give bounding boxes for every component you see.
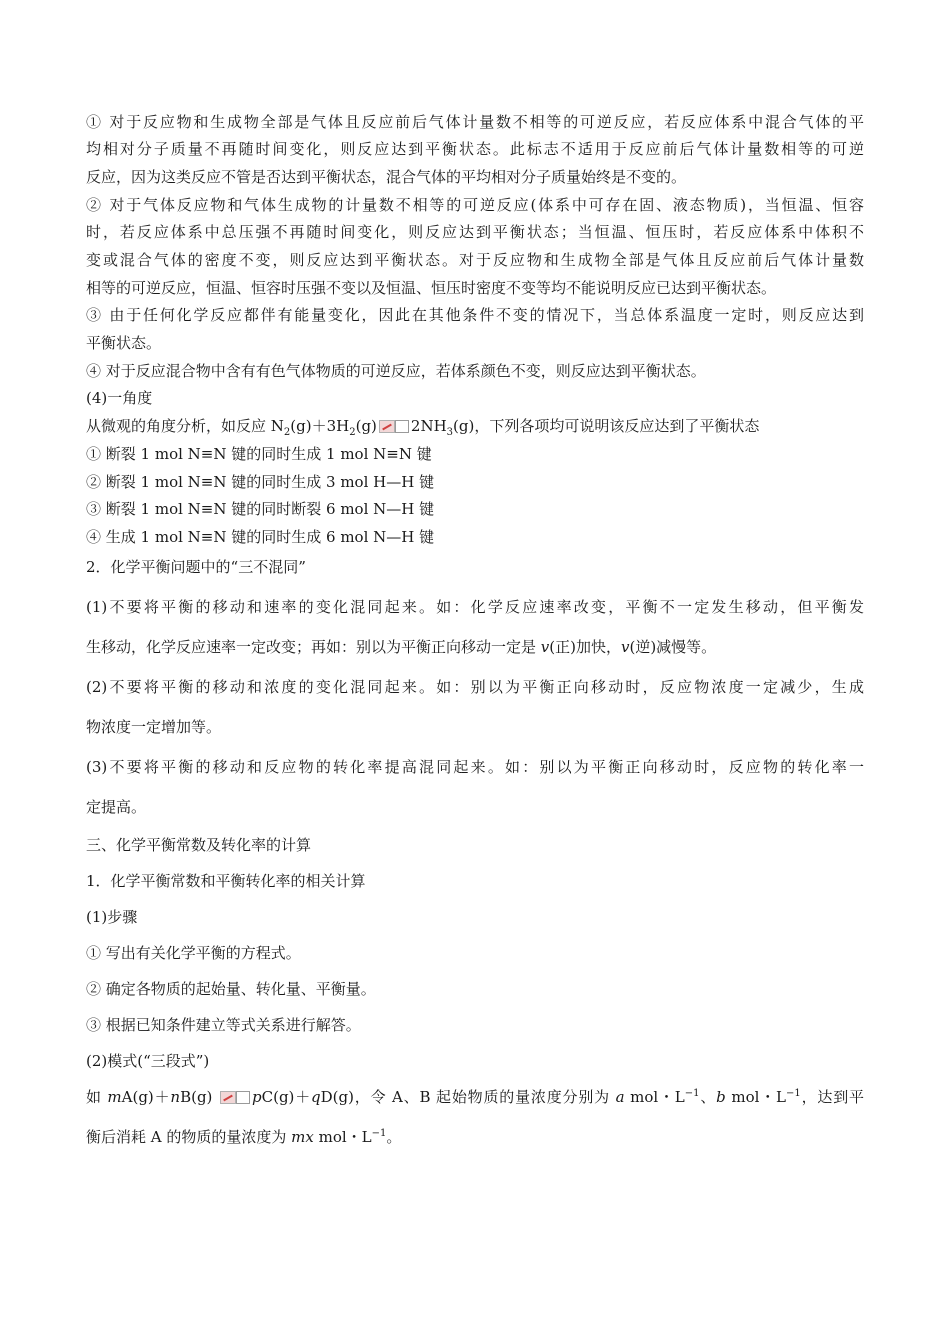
text-run: ，达到平 (800, 1088, 865, 1106)
subheading: (1)步骤 (86, 908, 138, 926)
coef: p (252, 1088, 262, 1106)
subheading: (2)模式(“三段式”) (86, 1052, 210, 1070)
text-run: 衡后消耗 A 的物质的量浓度为 (86, 1128, 292, 1146)
list-item: ① 写出有关化学平衡的方程式。 (86, 944, 301, 962)
micro-equation-line (86, 415, 864, 437)
paragraph-line: (1)不要将平衡的移动和速率的变化混同起来。如：化学反应速率改变，平衡不一定发生移动，但平衡发 (86, 598, 864, 616)
text-run: A(g)＋ (121, 1088, 171, 1106)
text-run: 如 (86, 1088, 108, 1106)
text-run: mol・L (313, 1128, 372, 1146)
equilibrium-arrow-icon (379, 419, 409, 433)
list-item: ③ 根据已知条件建立等式关系进行解答。 (86, 1016, 361, 1034)
text-run: mol・L (725, 1088, 787, 1106)
coef: m (107, 1088, 122, 1106)
paragraph-line: 均相对分子质量不再随时间变化，则反应达到平衡状态。此标志不适用于反应前后气体计量数相等的可逆 (86, 140, 864, 158)
model-equation-line (86, 1126, 864, 1148)
paragraph-line: 平衡状态。 (86, 334, 162, 352)
text-run: mol・L (624, 1088, 685, 1106)
paragraph-line (86, 636, 864, 658)
text-run: (逆)减慢等。 (629, 638, 717, 656)
conc-symbol: mx (291, 1128, 314, 1146)
list-item: ① 断裂 1 mol N≡N 键的同时生成 1 mol N≡N 键 (86, 445, 432, 463)
subscript: 2 (349, 427, 356, 438)
list-item: ② 确定各物质的起始量、转化量、平衡量。 (86, 980, 376, 998)
section-heading: 三、化学平衡常数及转化率的计算 (86, 836, 312, 854)
text-run: (g) (355, 417, 377, 435)
text-run: 生移动，化学反应速率一定改变；再如：别以为平衡正向移动一定是 (86, 638, 541, 656)
section-heading: 2．化学平衡问题中的“三不混同” (86, 558, 306, 576)
paragraph-line: ④ 对于反应混合物中含有有色气体物质的可逆反应，若体系颜色不变，则反应达到平衡状态。 (86, 362, 706, 380)
text-run: D(g)，令 A、B 起始物质的量浓度分别为 (320, 1088, 616, 1106)
subscript: 3 (446, 427, 454, 438)
superscript: −1 (786, 1088, 801, 1099)
text-run: B(g) (180, 1088, 218, 1106)
text-run: 2NH (410, 417, 447, 435)
paragraph-line: 反应，因为这类反应不管是否达到平衡状态，混合气体的平均相对分子质量始终是不变的。 (86, 168, 687, 186)
paragraph-line: (3)不要将平衡的移动和反应物的转化率提高混同起来。如：别以为平衡正向移动时，反应物的转化率一 (86, 758, 864, 776)
conc-symbol: b (716, 1088, 726, 1106)
rate-symbol: v (620, 638, 630, 656)
list-item: ③ 断裂 1 mol N≡N 键的同时断裂 6 mol N—H 键 (86, 500, 435, 518)
coef: n (170, 1088, 181, 1106)
superscript: −1 (371, 1128, 387, 1139)
paragraph-line: ② 对于气体反应物和气体生成物的计量数不相等的可逆反应(体系中可存在固、液态物质)，当恒温、恒容 (86, 196, 864, 214)
text-run: C(g)＋ (261, 1088, 312, 1106)
paragraph-line: 定提高。 (86, 798, 147, 816)
model-equation-line (86, 1086, 864, 1108)
paragraph-line: 时，若反应体系中总压强不再随时间变化，则反应达到平衡状态；当恒温、恒压时，若反应体系中体积不 (86, 223, 864, 241)
paragraph-line: ③ 由于任何化学反应都伴有能量变化，因此在其他条件不变的情况下，当总体系温度一定时，则反应达到 (86, 306, 864, 324)
conc-symbol: a (615, 1088, 625, 1106)
list-item: ② 断裂 1 mol N≡N 键的同时生成 3 mol H—H 键 (86, 473, 435, 491)
equilibrium-arrow-icon (220, 1090, 250, 1104)
text-run: (g)＋3H (290, 417, 350, 435)
list-item: ④ 生成 1 mol N≡N 键的同时生成 6 mol N—H 键 (86, 528, 435, 546)
subscript: 2 (283, 427, 291, 438)
text-run: (正)加快， (549, 638, 621, 656)
text-run: 从微观的角度分析，如反应 N (86, 417, 284, 435)
paragraph-line: 物浓度一定增加等。 (86, 718, 222, 736)
paragraph-line: ① 对于反应物和生成物全部是气体且反应前后气体计量数不相等的可逆反应，若反应体系中混合气体的平 (86, 113, 864, 131)
text-run: (g)，下列各项均可说明该反应达到了平衡状态 (453, 417, 760, 435)
paragraph-line: (2)不要将平衡的移动和浓度的变化混同起来。如：别以为平衡正向移动时，反应物浓度一定减少，生成 (86, 678, 864, 696)
rate-symbol: v (540, 638, 550, 656)
subsection-heading: 1．化学平衡常数和平衡转化率的相关计算 (86, 872, 366, 890)
text-run: 、 (699, 1088, 717, 1106)
text-run: 。 (386, 1128, 402, 1146)
paragraph-line: 相等的可逆反应，恒温、恒容时压强不变以及恒温、恒压时密度不变等均不能说明反应已达到平衡状态。 (86, 279, 777, 297)
coef: q (311, 1088, 321, 1106)
paragraph-line: 变或混合气体的密度不变，则反应达到平衡状态。对于反应物和生成物全部是气体且反应前后气体计量数 (86, 251, 864, 269)
superscript: −1 (684, 1088, 700, 1099)
subheading: (4)一角度 (86, 389, 153, 407)
